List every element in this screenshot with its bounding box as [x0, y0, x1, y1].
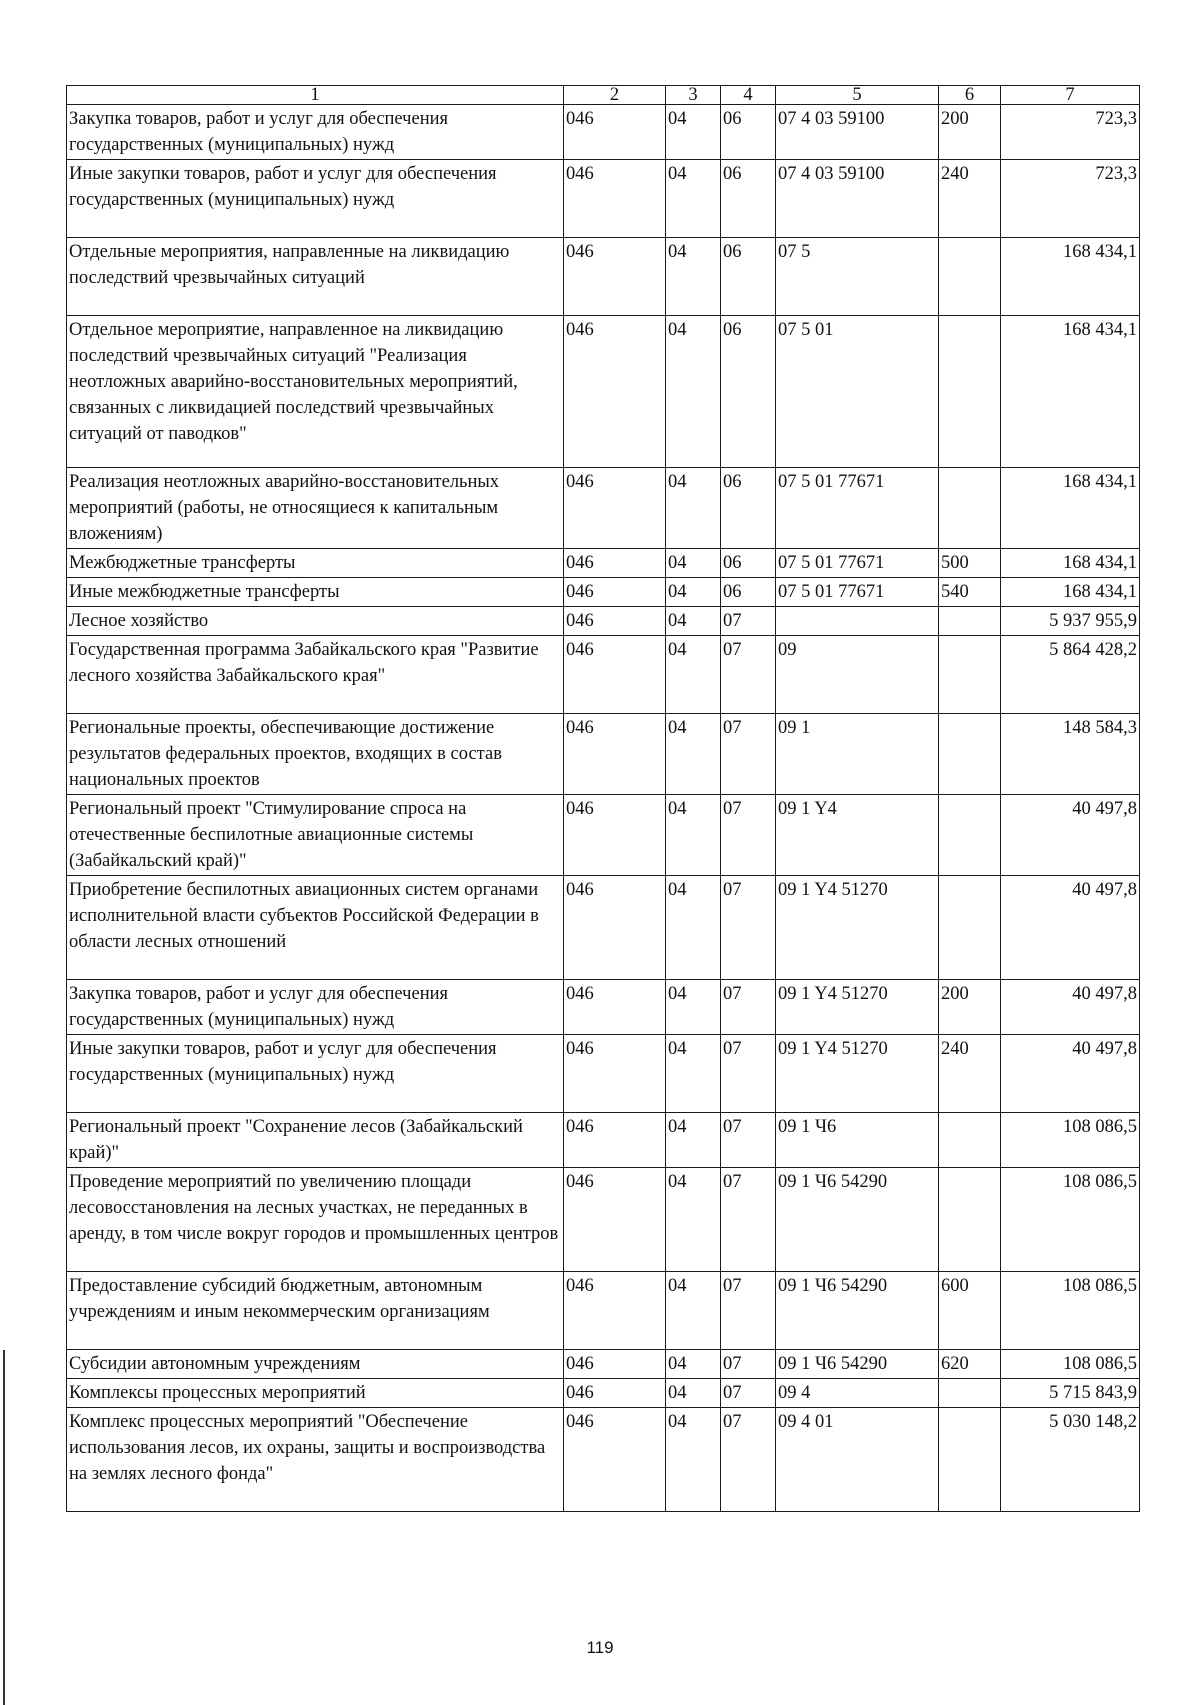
code-cell: 046	[564, 160, 666, 238]
section-cell: 04	[666, 1113, 721, 1168]
section-cell: 04	[666, 1168, 721, 1272]
table-row	[67, 1168, 1140, 1272]
subsection-cell: 07	[721, 980, 776, 1035]
table-row	[67, 1350, 1140, 1379]
amount-cell: 168 434,1	[1001, 316, 1140, 468]
code-cell: 046	[564, 238, 666, 316]
subsection-cell: 07	[721, 607, 776, 636]
amount-cell: 5 937 955,9	[1001, 607, 1140, 636]
target-article-cell: 09 4	[776, 1379, 939, 1408]
subsection-cell: 06	[721, 105, 776, 160]
code-cell: 046	[564, 636, 666, 714]
table-row	[67, 714, 1140, 795]
subsection-cell: 06	[721, 316, 776, 468]
header-row	[67, 86, 1140, 105]
section-cell: 04	[666, 1035, 721, 1113]
section-cell: 04	[666, 876, 721, 980]
subsection-cell: 07	[721, 1350, 776, 1379]
subsection-cell: 07	[721, 636, 776, 714]
target-article-cell: 09 1	[776, 714, 939, 795]
row-name-cell: Реализация неотложных аварийно-восстановительных мероприятий (работы, не относящиеся к капитальным вложениям)	[67, 468, 564, 549]
table-row	[67, 1113, 1140, 1168]
expense-type-cell	[939, 1168, 1001, 1272]
expense-type-cell	[939, 795, 1001, 876]
table-row	[67, 980, 1140, 1035]
section-cell: 04	[666, 714, 721, 795]
row-name-cell: Межбюджетные трансферты	[67, 549, 564, 578]
expense-type-cell	[939, 607, 1001, 636]
column-header: 4	[721, 86, 776, 105]
target-article-cell: 09 1 Y4	[776, 795, 939, 876]
code-cell: 046	[564, 1035, 666, 1113]
amount-cell: 108 086,5	[1001, 1350, 1140, 1379]
table-row	[67, 160, 1140, 238]
subsection-cell: 07	[721, 714, 776, 795]
amount-cell: 168 434,1	[1001, 549, 1140, 578]
expense-type-cell: 240	[939, 160, 1001, 238]
subsection-cell: 07	[721, 876, 776, 980]
amount-cell: 723,3	[1001, 105, 1140, 160]
row-name-cell: Иные межбюджетные трансферты	[67, 578, 564, 607]
table-row	[67, 1379, 1140, 1408]
amount-cell: 723,3	[1001, 160, 1140, 238]
row-name-cell: Комплекс процессных мероприятий "Обеспечение использования лесов, их охраны, защиты и воспроизводства на землях лесного фонда"	[67, 1408, 564, 1512]
subsection-cell: 06	[721, 578, 776, 607]
target-article-cell: 09 1 Ч6 54290	[776, 1272, 939, 1350]
row-name-cell: Иные закупки товаров, работ и услуг для обеспечения государственных (муниципальных) нужд	[67, 1035, 564, 1113]
expense-type-cell	[939, 1379, 1001, 1408]
subsection-cell: 07	[721, 1272, 776, 1350]
table-row	[67, 1272, 1140, 1350]
amount-cell: 40 497,8	[1001, 1035, 1140, 1113]
code-cell: 046	[564, 1113, 666, 1168]
section-cell: 04	[666, 636, 721, 714]
column-header: 6	[939, 86, 1001, 105]
subsection-cell: 07	[721, 1113, 776, 1168]
section-cell: 04	[666, 238, 721, 316]
target-article-cell: 07 5 01	[776, 316, 939, 468]
expense-type-cell	[939, 714, 1001, 795]
row-name-cell: Предоставление субсидий бюджетным, автономным учреждениям и иным некоммерческим организациям	[67, 1272, 564, 1350]
code-cell: 046	[564, 316, 666, 468]
amount-cell: 5 715 843,9	[1001, 1379, 1140, 1408]
subsection-cell: 06	[721, 549, 776, 578]
table-row	[67, 316, 1140, 468]
target-article-cell: 09 1 Y4 51270	[776, 980, 939, 1035]
target-article-cell: 09 1 Y4 51270	[776, 1035, 939, 1113]
section-cell: 04	[666, 1408, 721, 1512]
amount-cell: 148 584,3	[1001, 714, 1140, 795]
table-row	[67, 1035, 1140, 1113]
expense-type-cell: 200	[939, 105, 1001, 160]
row-name-cell: Субсидии автономным учреждениям	[67, 1350, 564, 1379]
section-cell: 04	[666, 1379, 721, 1408]
target-article-cell: 07 4 03 59100	[776, 160, 939, 238]
code-cell: 046	[564, 1168, 666, 1272]
table-row	[67, 876, 1140, 980]
target-article-cell: 09 1 Ч6	[776, 1113, 939, 1168]
expense-type-cell	[939, 1113, 1001, 1168]
row-name-cell: Комплексы процессных мероприятий	[67, 1379, 564, 1408]
amount-cell: 168 434,1	[1001, 578, 1140, 607]
target-article-cell: 09 4 01	[776, 1408, 939, 1512]
table-row	[67, 105, 1140, 160]
table-row	[67, 238, 1140, 316]
target-article-cell: 09	[776, 636, 939, 714]
code-cell: 046	[564, 876, 666, 980]
row-name-cell: Иные закупки товаров, работ и услуг для обеспечения государственных (муниципальных) нужд	[67, 160, 564, 238]
column-header: 5	[776, 86, 939, 105]
amount-cell: 108 086,5	[1001, 1168, 1140, 1272]
code-cell: 046	[564, 1379, 666, 1408]
section-cell: 04	[666, 607, 721, 636]
row-name-cell: Региональный проект "Сохранение лесов (Забайкальский край)"	[67, 1113, 564, 1168]
table-row	[67, 468, 1140, 549]
section-cell: 04	[666, 105, 721, 160]
section-cell: 04	[666, 795, 721, 876]
amount-cell: 5 864 428,2	[1001, 636, 1140, 714]
expense-type-cell	[939, 468, 1001, 549]
section-cell: 04	[666, 1272, 721, 1350]
target-article-cell: 07 5 01 77671	[776, 578, 939, 607]
row-name-cell: Лесное хозяйство	[67, 607, 564, 636]
target-article-cell: 09 1 Ч6 54290	[776, 1168, 939, 1272]
subsection-cell: 07	[721, 1168, 776, 1272]
expense-type-cell	[939, 876, 1001, 980]
amount-cell: 108 086,5	[1001, 1272, 1140, 1350]
table-row	[67, 607, 1140, 636]
target-article-cell: 07 5	[776, 238, 939, 316]
row-name-cell: Региональные проекты, обеспечивающие достижение результатов федеральных проектов, входящих в состав национальных проектов	[67, 714, 564, 795]
amount-cell: 168 434,1	[1001, 238, 1140, 316]
target-article-cell: 07 5 01 77671	[776, 468, 939, 549]
code-cell: 046	[564, 980, 666, 1035]
amount-cell: 40 497,8	[1001, 795, 1140, 876]
row-name-cell: Проведение мероприятий по увеличению площади лесовосстановления на лесных участках, не переданных в аренду, в том числе вокруг городов и промышленных центров	[67, 1168, 564, 1272]
table-row	[67, 549, 1140, 578]
page-number: 119	[586, 1638, 614, 1657]
budget-table	[66, 85, 1140, 1512]
section-cell: 04	[666, 160, 721, 238]
code-cell: 046	[564, 714, 666, 795]
amount-cell: 40 497,8	[1001, 980, 1140, 1035]
subsection-cell: 06	[721, 238, 776, 316]
code-cell: 046	[564, 105, 666, 160]
expense-type-cell	[939, 316, 1001, 468]
section-cell: 04	[666, 316, 721, 468]
column-header: 1	[67, 86, 564, 105]
amount-cell: 108 086,5	[1001, 1113, 1140, 1168]
row-name-cell: Приобретение беспилотных авиационных систем органами исполнительной власти субъектов Российской Федерации в области лесных отношений	[67, 876, 564, 980]
target-article-cell: 09 1 Ч6 54290	[776, 1350, 939, 1379]
expense-type-cell: 240	[939, 1035, 1001, 1113]
expense-type-cell: 200	[939, 980, 1001, 1035]
column-header: 3	[666, 86, 721, 105]
expense-type-cell	[939, 1408, 1001, 1512]
code-cell: 046	[564, 795, 666, 876]
row-name-cell: Государственная программа Забайкальского края "Развитие лесного хозяйства Забайкальского края"	[67, 636, 564, 714]
target-article-cell: 07 4 03 59100	[776, 105, 939, 160]
column-header: 7	[1001, 86, 1140, 105]
section-cell: 04	[666, 468, 721, 549]
code-cell: 046	[564, 607, 666, 636]
section-cell: 04	[666, 578, 721, 607]
subsection-cell: 06	[721, 160, 776, 238]
target-article-cell: 09 1 Y4 51270	[776, 876, 939, 980]
target-article-cell	[776, 607, 939, 636]
row-name-cell: Отдельные мероприятия, направленные на ликвидацию последствий чрезвычайных ситуаций	[67, 238, 564, 316]
table-row	[67, 795, 1140, 876]
amount-cell: 5 030 148,2	[1001, 1408, 1140, 1512]
subsection-cell: 07	[721, 1035, 776, 1113]
amount-cell: 168 434,1	[1001, 468, 1140, 549]
table-row	[67, 1408, 1140, 1512]
row-name-cell: Закупка товаров, работ и услуг для обеспечения государственных (муниципальных) нужд	[67, 980, 564, 1035]
subsection-cell: 06	[721, 468, 776, 549]
subsection-cell: 07	[721, 1379, 776, 1408]
expense-type-cell: 500	[939, 549, 1001, 578]
table-row	[67, 636, 1140, 714]
expense-type-cell: 600	[939, 1272, 1001, 1350]
code-cell: 046	[564, 549, 666, 578]
code-cell: 046	[564, 1350, 666, 1379]
expense-type-cell: 620	[939, 1350, 1001, 1379]
expense-type-cell: 540	[939, 578, 1001, 607]
subsection-cell: 07	[721, 795, 776, 876]
column-header: 2	[564, 86, 666, 105]
code-cell: 046	[564, 468, 666, 549]
code-cell: 046	[564, 578, 666, 607]
code-cell: 046	[564, 1408, 666, 1512]
expense-type-cell	[939, 636, 1001, 714]
expense-type-cell	[939, 238, 1001, 316]
row-name-cell: Региональный проект "Стимулирование спроса на отечественные беспилотные авиационные системы (Забайкальский край)"	[67, 795, 564, 876]
section-cell: 04	[666, 980, 721, 1035]
amount-cell: 40 497,8	[1001, 876, 1140, 980]
table-row	[67, 578, 1140, 607]
target-article-cell: 07 5 01 77671	[776, 549, 939, 578]
code-cell: 046	[564, 1272, 666, 1350]
section-cell: 04	[666, 1350, 721, 1379]
row-name-cell: Закупка товаров, работ и услуг для обеспечения государственных (муниципальных) нужд	[67, 105, 564, 160]
section-cell: 04	[666, 549, 721, 578]
subsection-cell: 07	[721, 1408, 776, 1512]
row-name-cell: Отдельное мероприятие, направленное на ликвидацию последствий чрезвычайных ситуаций "Реализация неотложных аварийно-восстановительных мероприятий, связанных с ликвидацией последствий чрезвычайных ситуаций от паводков"	[67, 316, 564, 468]
